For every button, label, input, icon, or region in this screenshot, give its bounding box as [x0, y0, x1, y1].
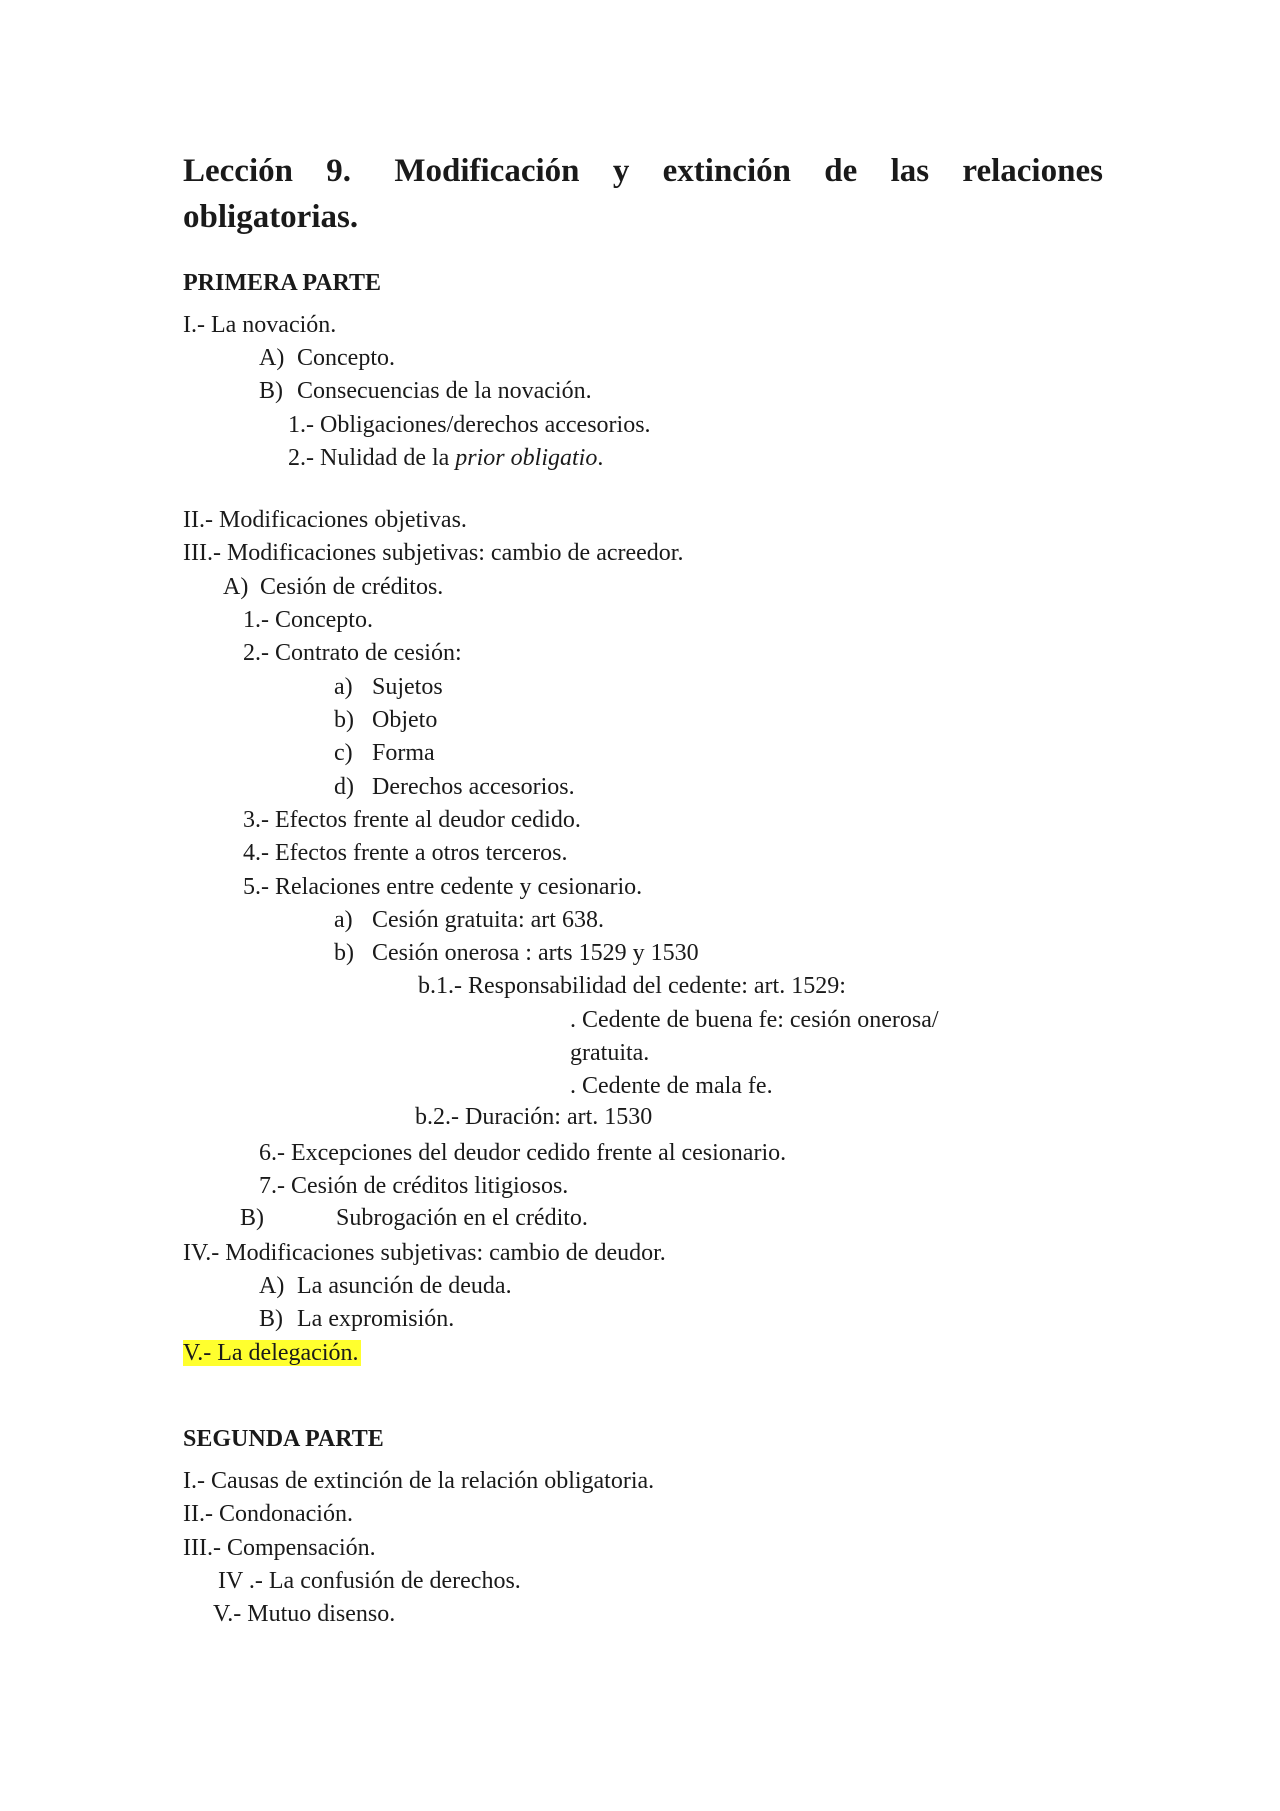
item-text: Derechos accesorios. — [372, 774, 575, 800]
outline-item — [288, 443, 603, 473]
item-text: Cesión de créditos. — [260, 574, 444, 600]
item-marker: A) — [259, 345, 285, 371]
item-text: Consecuencias de la novación. — [297, 378, 592, 404]
outline-item: . Cedente de mala fe. — [570, 1073, 773, 1099]
section-heading-part-2: SEGUNDA PARTE — [183, 1426, 384, 1452]
highlighted-text: V.- La delegación. — [183, 1340, 359, 1366]
item-marker: a) — [334, 674, 353, 700]
outline-item — [259, 1271, 512, 1301]
outline-item — [334, 905, 604, 935]
outline-item-highlighted — [183, 1338, 361, 1368]
title-word: extinción — [662, 153, 791, 189]
item-text: Objeto — [372, 707, 438, 733]
outline-item: . Cedente de buena fe: cesión onerosa/ — [570, 1007, 939, 1033]
outline-item: 3.- Efectos frente al deudor cedido. — [243, 807, 581, 833]
item-marker: c) — [334, 740, 353, 766]
title-word: relaciones — [962, 153, 1103, 189]
outline-item: 1.- Concepto. — [243, 607, 373, 633]
outline-item: b.1.- Responsabilidad del cedente: art. 1529: — [418, 973, 846, 999]
outline-item: IV .- La confusión de derechos. — [218, 1568, 521, 1594]
outline-item: I.- La novación. — [183, 312, 337, 338]
outline-item — [259, 1304, 454, 1334]
outline-item — [334, 772, 575, 802]
item-marker: A) — [223, 574, 249, 600]
outline-item: b.2.- Duración: art. 1530 — [415, 1104, 653, 1130]
latin-term: prior obligatio — [455, 445, 598, 471]
outline-item — [259, 376, 592, 406]
item-text: Subrogación en el crédito. — [336, 1205, 588, 1231]
outline-item — [334, 672, 443, 702]
item-marker: b) — [334, 707, 354, 733]
item-text: Concepto. — [297, 345, 395, 371]
outline-item: 7.- Cesión de créditos litigiosos. — [259, 1173, 569, 1199]
outline-item — [334, 738, 435, 768]
item-text: Cesión gratuita: art 638. — [372, 907, 604, 933]
item-text: Forma — [372, 740, 435, 766]
outline-item: 2.- Contrato de cesión: — [243, 640, 462, 666]
outline-item: 6.- Excepciones del deudor cedido frente al cesionario. — [259, 1140, 787, 1166]
item-marker: b) — [334, 940, 354, 966]
item-text: 2.- Nulidad de la — [288, 445, 456, 471]
outline-item: II.- Modificaciones objetivas. — [183, 507, 467, 533]
title-word: y — [612, 153, 630, 189]
title-word: Lección — [183, 153, 293, 189]
outline-item: III.- Modificaciones subjetivas: cambio de acreedor. — [183, 540, 684, 566]
item-text: La expromisión. — [297, 1306, 455, 1332]
outline-item — [259, 343, 395, 373]
title-word: las — [890, 153, 930, 189]
section-heading-part-1: PRIMERA PARTE — [183, 270, 382, 296]
item-marker: A) — [259, 1273, 285, 1299]
item-text: Cesión onerosa : arts 1529 y 1530 — [372, 940, 699, 966]
item-marker: a) — [334, 907, 353, 933]
outline-item: 5.- Relaciones entre cedente y cesionario. — [243, 874, 643, 900]
item-marker: d) — [334, 774, 354, 800]
outline-item — [223, 572, 443, 602]
lesson-title-line-1 — [183, 148, 1103, 194]
outline-item: I.- Causas de extinción de la relación obligatoria. — [183, 1468, 655, 1494]
item-text: . — [597, 445, 604, 471]
outline-item: 1.- Obligaciones/derechos accesorios. — [288, 412, 651, 438]
outline-item: II.- Condonación. — [183, 1501, 353, 1527]
outline-item — [334, 938, 699, 968]
item-text: Sujetos — [372, 674, 443, 700]
title-word: de — [824, 153, 858, 189]
lesson-title — [183, 148, 1103, 240]
outline-item: III.- Compensación. — [183, 1535, 376, 1561]
item-text: La asunción de deuda. — [297, 1273, 512, 1299]
lesson-title-line-2: obligatorias. — [183, 199, 359, 235]
outline-item — [334, 705, 437, 735]
item-marker: B) — [259, 1306, 283, 1332]
outline-item: gratuita. — [570, 1040, 650, 1066]
item-marker: B) — [259, 378, 283, 404]
item-marker: B) — [240, 1205, 264, 1231]
outline-item — [240, 1203, 588, 1233]
title-word: Modificación — [394, 153, 580, 189]
outline-item: IV.- Modificaciones subjetivas: cambio de deudor. — [183, 1240, 666, 1266]
outline-item: V.- Mutuo disenso. — [213, 1601, 396, 1627]
title-word: 9. — [326, 153, 352, 189]
outline-item: 4.- Efectos frente a otros terceros. — [243, 840, 568, 866]
